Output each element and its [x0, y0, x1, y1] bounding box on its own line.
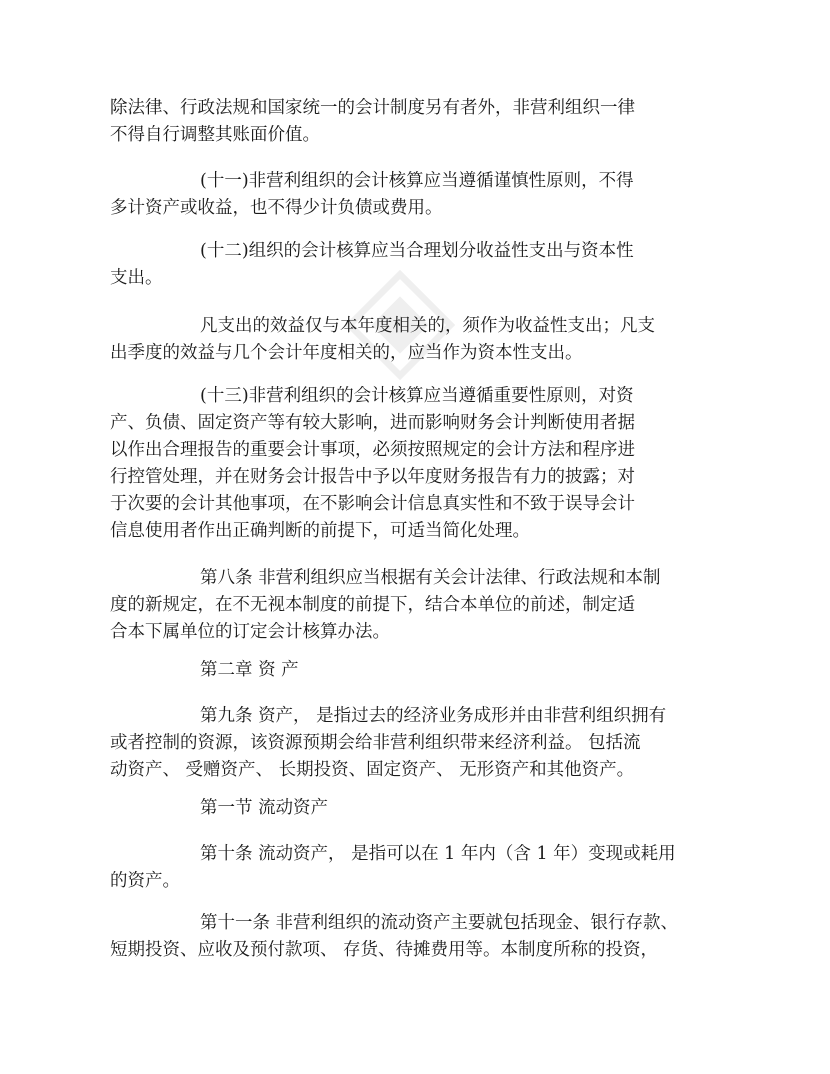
text-line: (十二)组织的会计核算应当合理划分收益性支出与资本性 [200, 241, 634, 261]
text-line: 凡支出的效益仅与本年度相关的，须作为收益性支出；凡支 [200, 316, 655, 336]
paragraph-article-9 [110, 703, 710, 784]
text-line: 不得自行调整其账面价值。 [110, 125, 320, 145]
text-line: 第十一条 非营利组织的流动资产主要就包括现金、银行存款、 [200, 913, 679, 933]
paragraph-article-11 [110, 910, 710, 964]
text-line: (十一)非营利组织的会计核算应当遵循谨慎性原则，不得 [200, 171, 634, 191]
text-line: 的资产。 [110, 871, 180, 891]
text-line: 动资产、 受赠资产、 长期投资、固定资产、 无形资产和其他资产。 [110, 760, 635, 780]
text-line: 第十条 流动资产， 是指可以在 1 年内（含 1 年）变现或耗用 [200, 844, 676, 864]
paragraph-article-8 [110, 565, 710, 646]
text-line: 于次要的会计其他事项，在不影响会计信息真实性和不致于误导会计 [110, 494, 635, 514]
section-heading: 第一节 流动资产 [200, 798, 329, 818]
text-line: 产、负债、固定资产等有较大影响，进而影响财务会计判断使用者据 [110, 413, 635, 433]
text-line: 度的新规定，在不无视本制度的前提下，结合本单位的前述，制定适 [110, 595, 635, 615]
text-line: 多计资产或收益，也不得少计负债或费用。 [110, 198, 443, 218]
paragraph-revenue-capital-expenditure [110, 313, 710, 367]
paragraph-article-10 [110, 841, 710, 895]
paragraph-expenditure-division [110, 238, 710, 292]
paragraph-prudence-principle [110, 168, 710, 222]
text-line: 行控管处理，并在财务会计报告中予以年度财务报告有力的披露；对 [110, 467, 635, 487]
text-line: 第八条 非营利组织应当根据有关会计法律、行政法规和本制 [200, 568, 661, 588]
text-line: 出季度的效益与几个会计年度相关的，应当作为资本性支出。 [110, 343, 583, 363]
text-line: (十三)非营利组织的会计核算应当遵循重要性原则，对资 [200, 386, 634, 406]
text-line: 短期投资、应收及预付款项、 存货、待摊费用等。本制度所称的投资， [110, 940, 659, 960]
text-line: 合本下属单位的订定会计核算办法。 [110, 622, 390, 642]
paragraph-materiality-principle [110, 383, 710, 545]
text-line: 支出。 [110, 268, 163, 288]
paragraph-accounting-adjustment [110, 95, 710, 149]
text-line: 第九条 资产， 是指过去的经济业务成形并由非营利组织拥有 [200, 706, 667, 726]
text-line: 信息使用者作出正确判断的前提下，可适当简化处理。 [110, 521, 530, 541]
chapter-heading: 第二章 资 产 [200, 660, 299, 680]
text-line: 以作出合理报告的重要会计事项，必须按照规定的会计方法和程序进 [110, 440, 635, 460]
text-line: 或者控制的资源，该资源预期会给非营利组织带来经济利益。 包括流 [110, 733, 641, 753]
text-line: 除法律、行政法规和国家统一的会计制度另有者外，非营利组织一律 [110, 98, 635, 118]
